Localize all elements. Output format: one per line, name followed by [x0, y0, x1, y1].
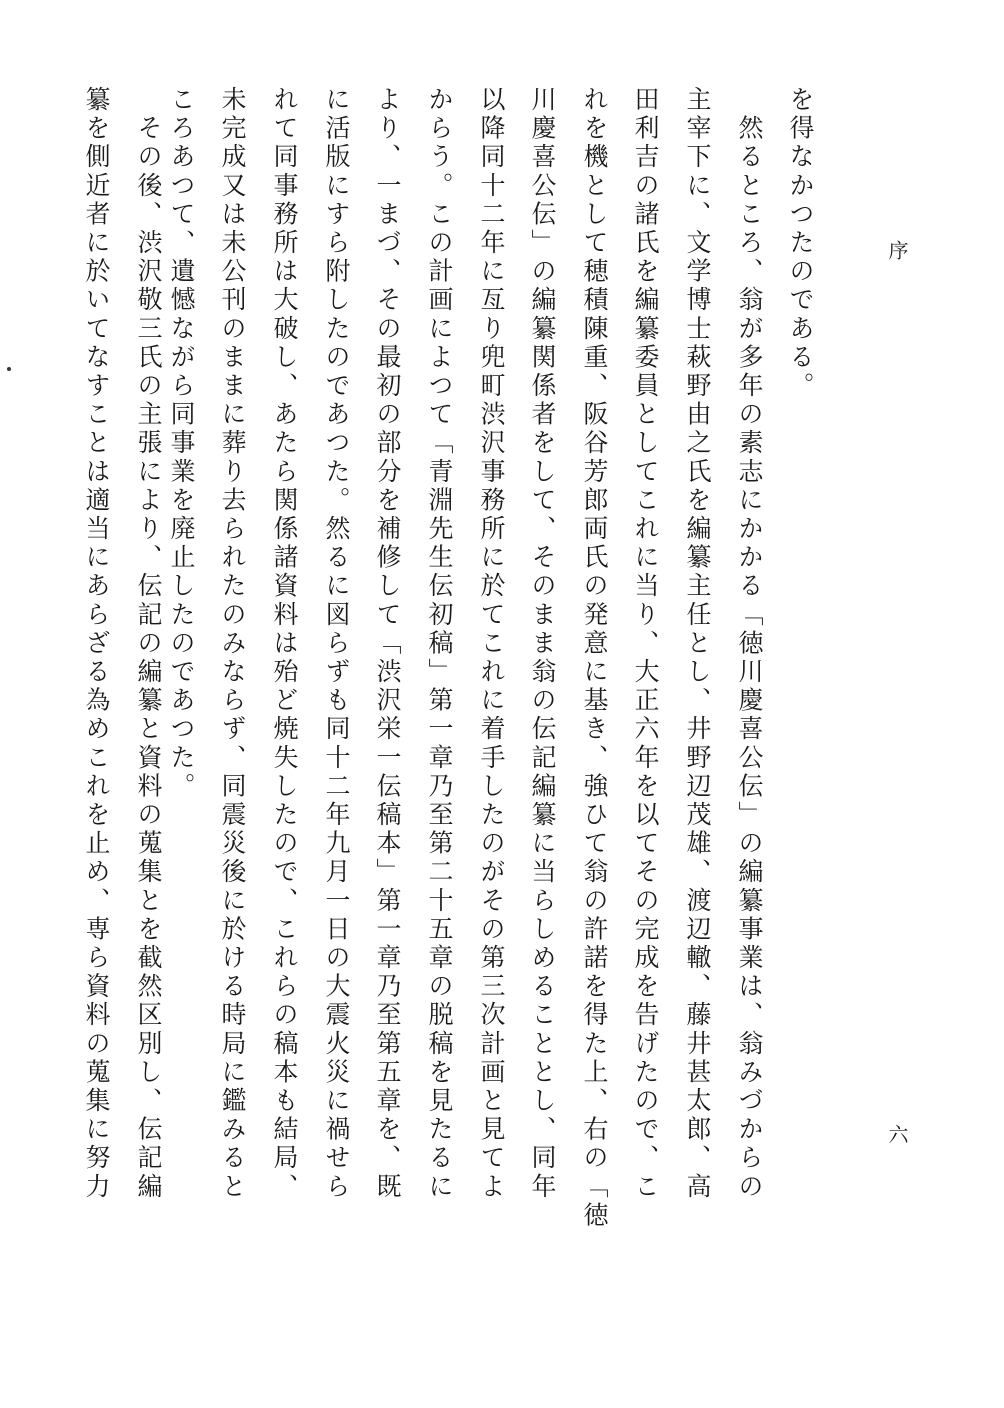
- text-line: 纂を側近者に於いてなすことは適当にあらざる為めこれを止め、専ら資料の蒐集に努力: [82, 86, 111, 1202]
- text-line: その後、渋沢敬三氏の主張により、伝記の編纂と資料の蒐集とを截然区別し、伝記編: [134, 86, 163, 1202]
- text-line: 未完成又は未公刊のままに葬り去られたのみならず、同震災後に於ける時局に鑑みると: [218, 86, 247, 1202]
- text-line: ころあつて、遺憾ながら同事業を廃止したのであつた。: [167, 86, 196, 801]
- print-speck: [7, 367, 11, 371]
- text-line: 以降同十二年に亙り兜町渋沢事務所に於てこれに着手したのがその第三次計画と見てよ: [477, 86, 506, 1202]
- text-line: れて同事務所は大破し、あたら関係諸資料は殆ど焼失したので、これらの稿本も結局、: [270, 86, 299, 1202]
- page-number: 六: [885, 1124, 909, 1144]
- text-line: れを機として穂積陳重、阪谷芳郎両氏の発意に基き、強ひて翁の許諾を得た上、右の「徳: [580, 86, 609, 1230]
- text-line: からう。この計画によつて「青淵先生伝初稿」第一章乃至第二十五章の脱稿を見たるに: [425, 86, 454, 1202]
- text-line: 然るところ、翁が多年の素志にかかる「徳川慶喜公伝」の編纂事業は、翁みづからの: [735, 86, 764, 1202]
- text-line: 田利吉の諸氏を編纂委員としてこれに当り、大正六年を以てその完成を告げたので、こ: [631, 86, 660, 1202]
- text-line: に活版にすら附したのであつた。然るに図らずも同十二年九月一日の大震火災に禍せら: [322, 86, 351, 1202]
- running-header: 序: [885, 240, 909, 260]
- text-line: 川慶喜公伝」の編纂関係者をして、そのまま翁の伝記編纂に当らしめることとし、同年: [528, 86, 557, 1202]
- text-line: 主宰下に、文学博士萩野由之氏を編纂主任とし、井野辺茂雄、渡辺轍、藤井甚太郎、高: [683, 86, 712, 1202]
- text-line: を得なかつたのである。: [786, 86, 815, 401]
- text-line: より、一まづ、その最初の部分を補修して「渋沢栄一伝稿本」第一章乃至第五章を、既: [373, 86, 402, 1202]
